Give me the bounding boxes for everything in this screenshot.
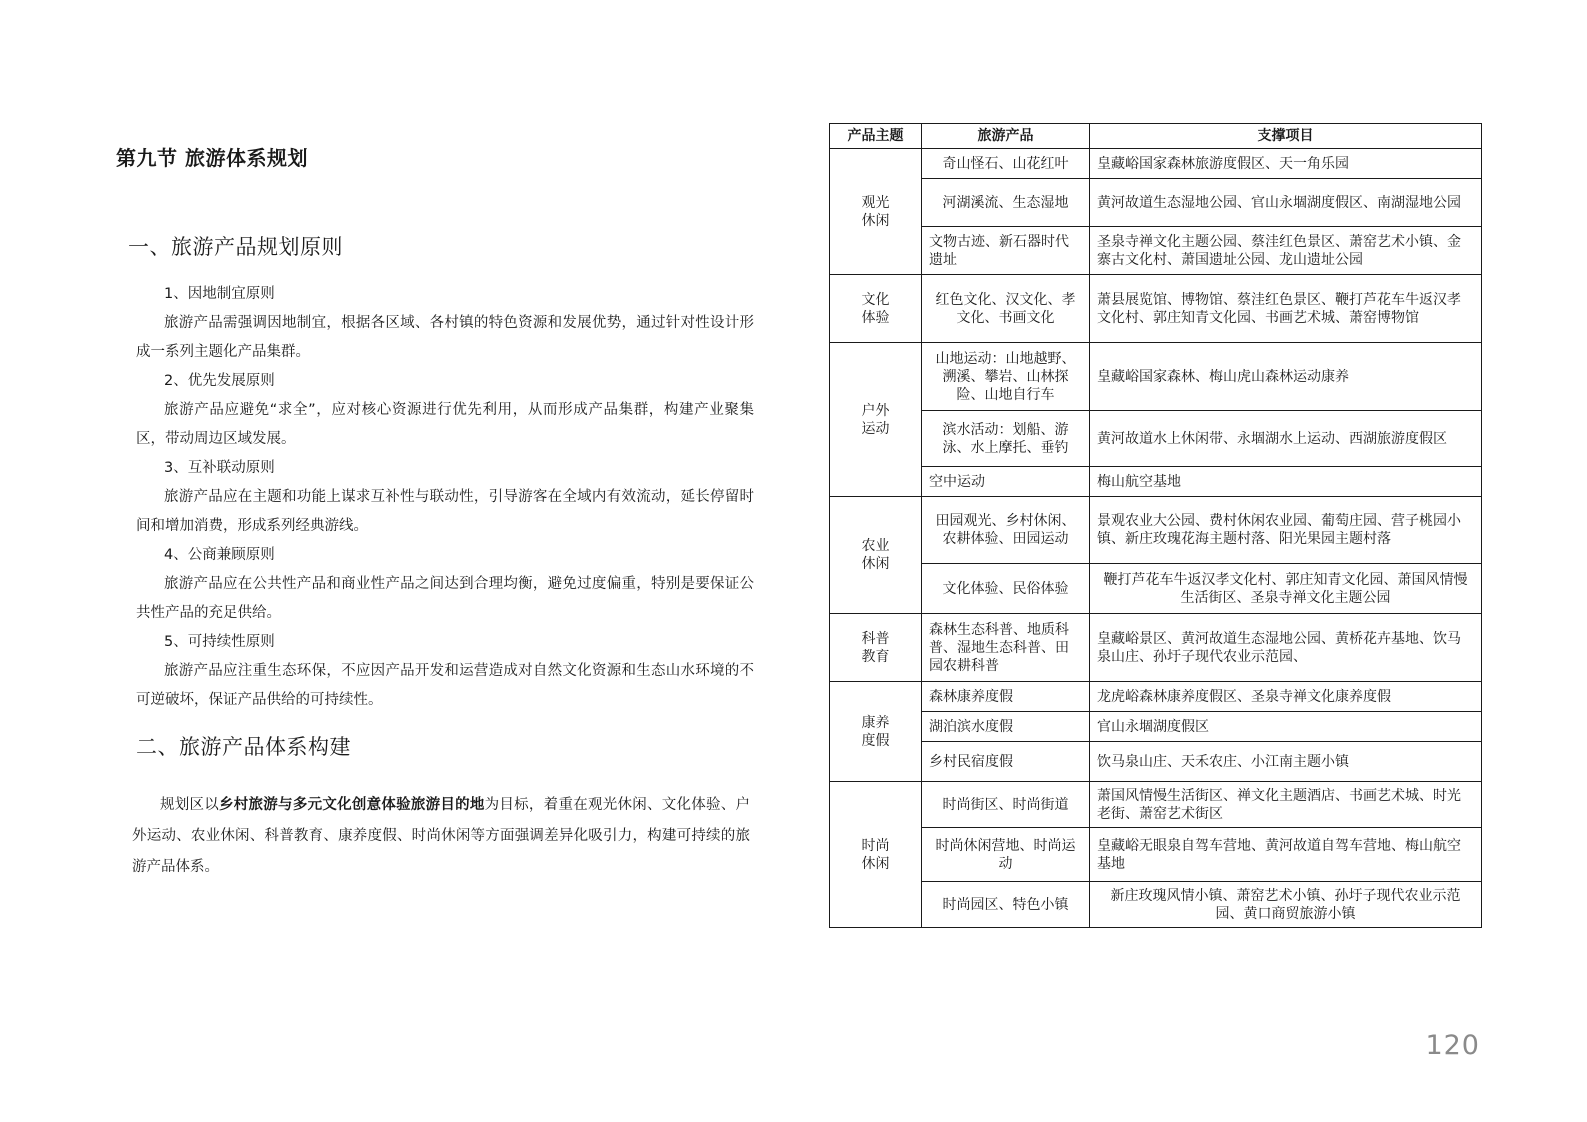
table-row (830, 227, 1482, 275)
heading-product-system: 二、旅游产品体系构建 (136, 735, 351, 759)
principle-1-body: 旅游产品需强调因地制宜，根据各区域、各村镇的特色资源和发展优势，通过针对性设计形成一系列主题化产品集群。 (136, 315, 754, 360)
support-cell: 皇藏峪国家森林、梅山虎山森林运动康养 (1090, 343, 1482, 411)
product-cell: 奇山怪石、山花红叶 (922, 149, 1090, 179)
table-row (830, 179, 1482, 227)
product-cell: 空中运动 (922, 467, 1090, 497)
table-row (830, 712, 1482, 742)
support-cell: 鞭打芦花车牛返汉孝文化村、郭庄知青文化园、萧国风情慢生活街区、圣泉寺禅文化主题公园 (1090, 564, 1482, 614)
table-row (830, 275, 1482, 343)
support-cell: 饮马泉山庄、天禾农庄、小江南主题小镇 (1090, 742, 1482, 782)
principle-3-body: 旅游产品应在主题和功能上谋求互补性与联动性，引导游客在全域内有效流动，延长停留时间和增加消费，形成系列经典游线。 (136, 489, 754, 534)
heading-product-principles: 一、旅游产品规划原则 (128, 235, 343, 259)
intro-text-bold: 乡村旅游与多元文化创意体验旅游目的地 (219, 797, 485, 813)
intro-paragraph (132, 790, 750, 883)
support-cell: 皇藏峪景区、黄河故道生态湿地公园、黄桥花卉基地、饮马泉山庄、孙圩子现代农业示范园、 (1090, 614, 1482, 682)
product-cell: 滨水活动：划船、游泳、水上摩托、垂钓 (922, 411, 1090, 467)
principle-5-title: 5、可持续性原则 (164, 634, 275, 650)
support-cell: 圣泉寺禅文化主题公园、蔡洼红色景区、萧窑艺术小镇、金寨古文化村、萧国遗址公园、龙山遗址公园 (1090, 227, 1482, 275)
support-cell: 官山永堌湖度假区 (1090, 712, 1482, 742)
product-cell: 时尚休闲营地、时尚运动 (922, 828, 1090, 882)
support-cell: 皇藏峪无眼泉自驾车营地、黄河故道自驾车营地、梅山航空基地 (1090, 828, 1482, 882)
page-number: 120 (1425, 1030, 1480, 1061)
table-row (830, 411, 1482, 467)
support-cell: 萧县展览馆、博物馆、蔡洼红色景区、鞭打芦花车牛返汉孝文化村、郭庄知青文化园、书画艺术城、萧窑博物馆 (1090, 275, 1482, 343)
product-cell: 田园观光、乡村休闲、农耕体验、田园运动 (922, 497, 1090, 564)
theme-cell: 康养 度假 (830, 682, 922, 782)
product-cell: 森林生态科普、地质科普、湿地生态科普、田园农耕科普 (922, 614, 1090, 682)
principle-1-title: 1、因地制宜原则 (164, 286, 275, 302)
header-theme: 产品主题 (830, 124, 922, 149)
principle-4-body: 旅游产品应在公共性产品和商业性产品之间达到合理均衡，避免过度偏重，特别是要保证公共性产品的充足供给。 (136, 576, 754, 621)
principle-3-title: 3、互补联动原则 (164, 460, 275, 476)
support-cell: 萧国风情慢生活街区、禅文化主题酒店、书画艺术城、时光老街、萧窑艺术街区 (1090, 782, 1482, 828)
principle-2-body: 旅游产品应避免“求全”，应对核心资源进行优先利用，从而形成产品集群，构建产业聚集区，带动周边区域发展。 (136, 402, 754, 447)
table-row (830, 882, 1482, 928)
table-row (830, 497, 1482, 564)
table-header-row (830, 124, 1482, 149)
intro-text-before: 规划区以 (160, 797, 220, 813)
theme-cell: 户外 运动 (830, 343, 922, 497)
intro-text-after: 为目标，着重在观光休闲、文化体验、户外运动、农业休闲、科普教育、康养度假、时尚休闲等方面强调差异化吸引力，构建可持续的旅游产品体系。 (132, 797, 751, 875)
support-cell: 黄河故道生态湿地公园、官山永堌湖度假区、南湖湿地公园 (1090, 179, 1482, 227)
table-row (830, 467, 1482, 497)
table-row (830, 564, 1482, 614)
table-row (830, 614, 1482, 682)
product-cell: 红色文化、汉文化、孝文化、书画文化 (922, 275, 1090, 343)
support-cell: 黄河故道水上休闲带、永堌湖水上运动、西湖旅游度假区 (1090, 411, 1482, 467)
principle-4-title: 4、公商兼顾原则 (164, 547, 275, 563)
table-row (830, 149, 1482, 179)
theme-cell: 农业 休闲 (830, 497, 922, 614)
product-cell: 山地运动：山地越野、溯溪、攀岩、山林探险、山地自行车 (922, 343, 1090, 411)
header-support: 支撑项目 (1090, 124, 1482, 149)
support-cell: 新庄玫瑰风情小镇、萧窑艺术小镇、孙圩子现代农业示范园、黄口商贸旅游小镇 (1090, 882, 1482, 928)
product-cell: 森林康养度假 (922, 682, 1090, 712)
product-cell: 乡村民宿度假 (922, 742, 1090, 782)
theme-cell: 文化 体验 (830, 275, 922, 343)
product-cell: 湖泊滨水度假 (922, 712, 1090, 742)
theme-cell: 科普 教育 (830, 614, 922, 682)
principle-2-title: 2、优先发展原则 (164, 373, 275, 389)
principle-5-body: 旅游产品应注重生态环保，不应因产品开发和运营造成对自然文化资源和生态山水环境的不可逆破坏，保证产品供给的可持续性。 (136, 663, 754, 708)
support-cell: 皇藏峪国家森林旅游度假区、天一角乐园 (1090, 149, 1482, 179)
support-cell: 龙虎峪森林康养度假区、圣泉寺禅文化康养度假 (1090, 682, 1482, 712)
table-row (830, 828, 1482, 882)
support-cell: 梅山航空基地 (1090, 467, 1482, 497)
section-title: 第九节 旅游体系规划 (116, 146, 308, 170)
support-cell: 景观农业大公园、费村休闲农业园、葡萄庄园、营子桃园小镇、新庄玫瑰花海主题村落、阳光果园主题村落 (1090, 497, 1482, 564)
table-row (830, 682, 1482, 712)
product-table (829, 123, 1482, 928)
table-row (830, 782, 1482, 828)
product-cell: 时尚街区、时尚街道 (922, 782, 1090, 828)
product-cell: 文化体验、民俗体验 (922, 564, 1090, 614)
principles-list (136, 280, 754, 715)
product-cell: 文物古迹、新石器时代遗址 (922, 227, 1090, 275)
header-product: 旅游产品 (922, 124, 1090, 149)
table-row (830, 742, 1482, 782)
theme-cell: 时尚 休闲 (830, 782, 922, 928)
product-cell: 时尚园区、特色小镇 (922, 882, 1090, 928)
product-cell: 河湖溪流、生态湿地 (922, 179, 1090, 227)
theme-cell: 观光 休闲 (830, 149, 922, 275)
table-row (830, 343, 1482, 411)
